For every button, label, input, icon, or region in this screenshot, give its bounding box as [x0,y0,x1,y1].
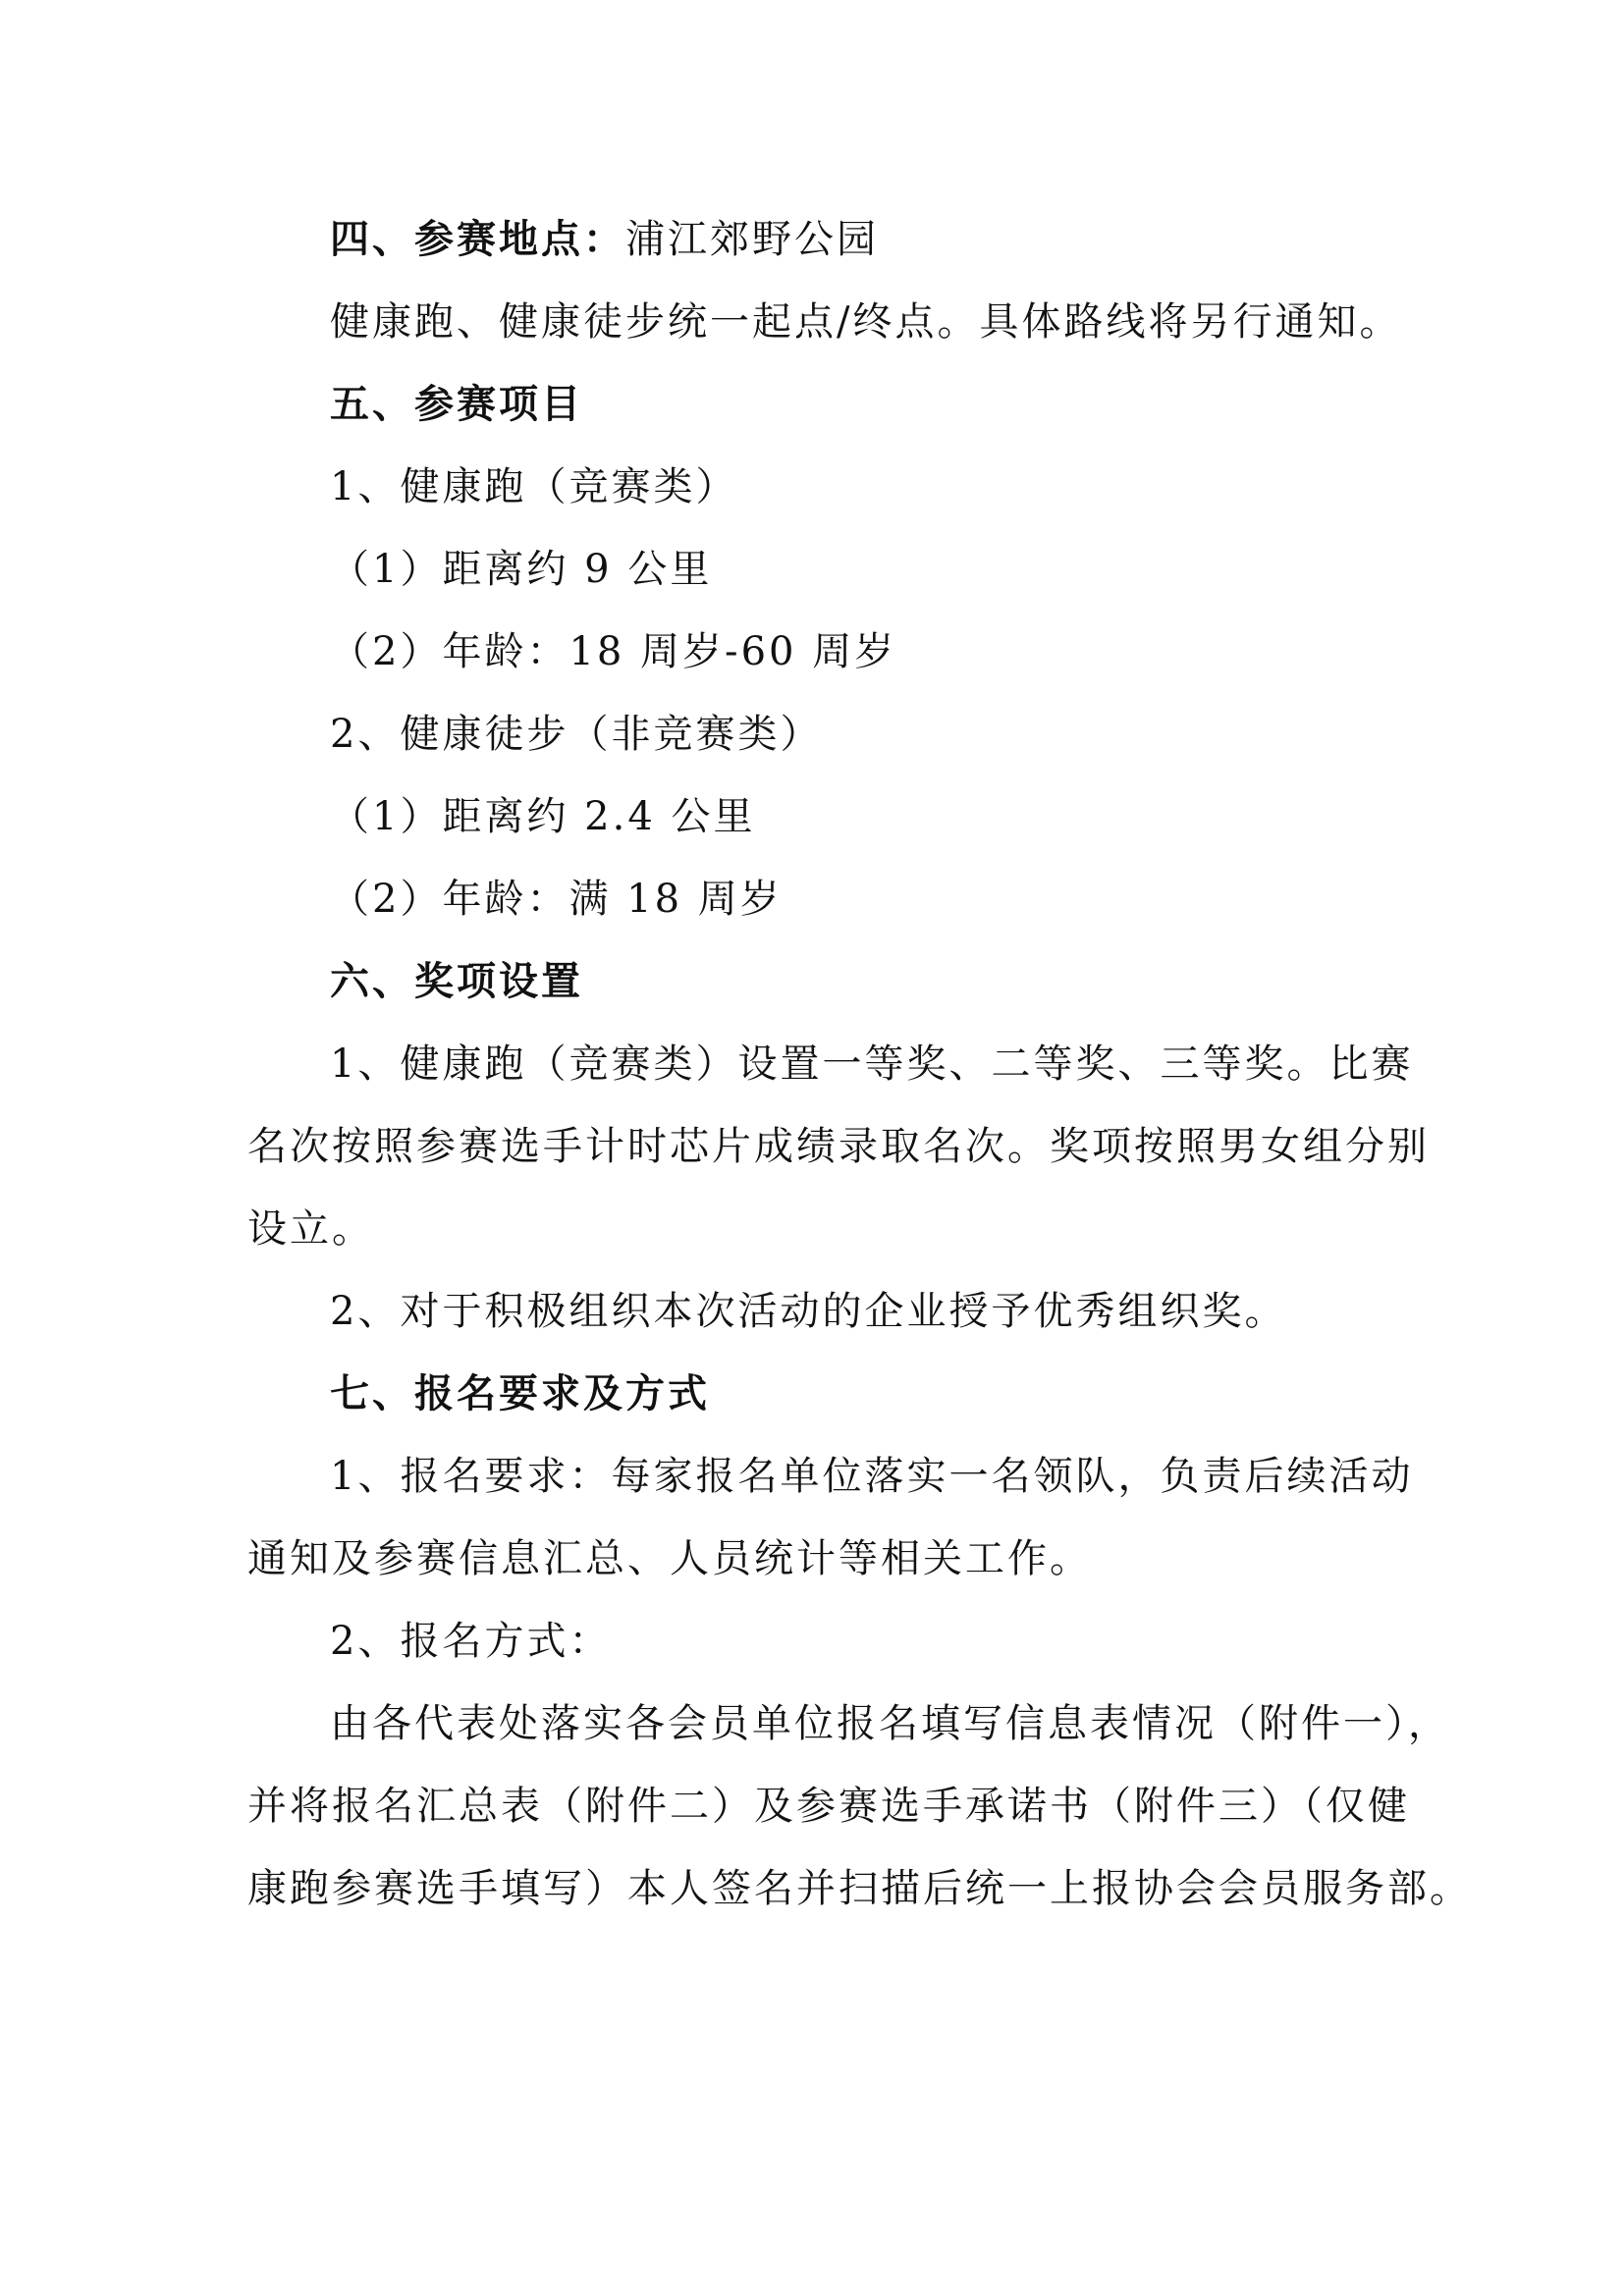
section6-p1-line2: 名次按照参赛选手计时芯片成绩录取名次。奖项按照男女组分别 [247,1124,1430,1169]
section6-p1-line3: 设立。 [247,1206,374,1252]
section7-p1-line2: 通知及参赛信息汇总、人员统计等相关工作。 [247,1536,1092,1581]
section7-p2-title: 2、报名方式： [330,1619,612,1664]
section5-item1-sub1: （1）距离约 9 公里 [330,547,713,592]
section7-p3-line2: 并将报名汇总表（附件二）及参赛选手承诺书（附件三）（仅健 [247,1784,1410,1829]
section5-item2-sub1: （1）距离约 2.4 公里 [330,794,756,839]
section6-p2: 2、对于积极组织本次活动的企业授予优秀组织奖。 [330,1289,1287,1334]
section4-note: 健康跑、健康徒步统一起点/终点。具体路线将另行通知。 [330,299,1402,345]
section5-item2-sub2: （2）年龄：满 18 周岁 [330,877,783,922]
section5-item2-title: 2、健康徒步（非竞赛类） [330,712,823,757]
section5-heading: 五、参赛项目 [330,381,583,427]
section7-p3-line3: 康跑参赛选手填写）本人签名并扫描后统一上报协会会员服务部。 [247,1866,1472,1911]
section6-p1-line1: 1、健康跑（竞赛类）设置一等奖、二等奖、三等奖。比赛 [330,1041,1414,1087]
section4-heading: 四、参赛地点： [330,216,625,262]
section5-item1-sub2: （2）年龄：18 周岁-60 周岁 [330,629,897,674]
section7-p3-line1: 由各代表处落实各会员单位报名填写信息表情况（附件一）， [330,1701,1450,1746]
section4-line [330,214,879,265]
section5-item1-title: 1、健康跑（竞赛类） [330,464,738,509]
section7-p1-line1: 1、报名要求：每家报名单位落实一名领队，负责后续活动 [330,1454,1414,1499]
section7-heading: 七、报名要求及方式 [330,1370,710,1416]
section4-location: 浦江郊野公园 [625,217,879,262]
section6-heading: 六、奖项设置 [330,958,583,1004]
